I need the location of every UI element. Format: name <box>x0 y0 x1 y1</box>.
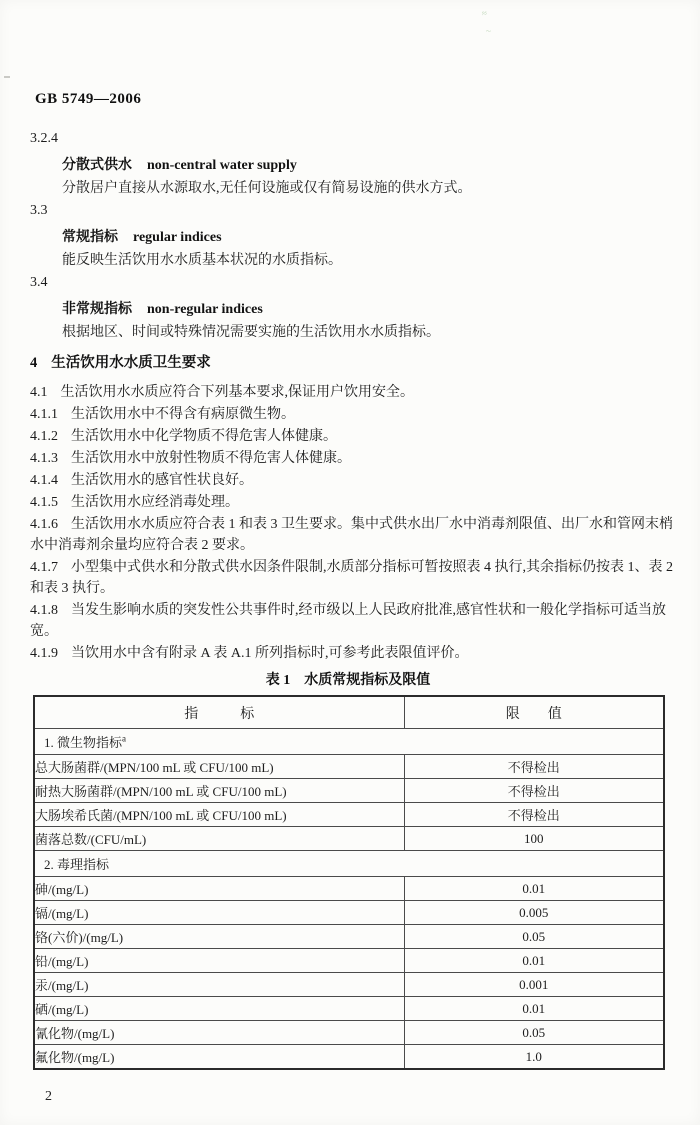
water-quality-table <box>33 695 665 1070</box>
category-label: 1. 微生物指标 <box>44 735 123 750</box>
standard-number: GB 5749—2006 <box>35 91 142 107</box>
clause-number: 4.1 <box>30 385 48 400</box>
limit-cell: 不得检出 <box>404 803 664 827</box>
table-row <box>34 1045 664 1070</box>
indicator-cell: 镉/(mg/L) <box>34 901 404 925</box>
term-definition: 根据地区、时间或特殊情况需要实施的生活饮用水水质指标。 <box>62 325 440 340</box>
limit-cell: 0.05 <box>404 925 664 949</box>
clause-text: 生活饮用水中化学物质不得危害人体健康。 <box>71 429 337 444</box>
term-heading <box>62 299 678 320</box>
table-header-row <box>34 696 664 729</box>
chapter-number: 4 <box>30 355 38 371</box>
table-row <box>34 901 664 925</box>
indicator-cell: 铬(六价)/(mg/L) <box>34 925 404 949</box>
clause-number: 4.1.5 <box>30 495 58 510</box>
clause-text: 生活饮用水水质应符合下列基本要求,保证用户饮用安全。 <box>60 385 414 400</box>
term-en: regular indices <box>133 230 222 245</box>
column-header-indicator: 指 标 <box>34 696 404 729</box>
term-zh: 非常规指标 <box>62 302 132 317</box>
clause <box>30 557 678 599</box>
term-zh: 分散式供水 <box>62 158 132 173</box>
indicator-cell: 菌落总数/(CFU/mL) <box>34 827 404 851</box>
clause <box>30 448 678 469</box>
limit-cell: 0.005 <box>404 901 664 925</box>
clause-text: 生活饮用水水质应符合表 1 和表 3 卫生要求。集中式供水出厂水中消毒剂限值、出厂水和管网末梢水中消毒剂余量均应符合表 2 要求。 <box>30 517 673 553</box>
term-en: non-central water supply <box>147 158 297 173</box>
limit-cell: 1.0 <box>404 1045 664 1070</box>
clause-text: 生活饮用水中放射性物质不得危害人体健康。 <box>71 451 351 466</box>
term-heading <box>62 227 678 248</box>
indicator-cell: 大肠埃希氏菌/(MPN/100 mL 或 CFU/100 mL) <box>34 803 404 827</box>
clause <box>30 600 678 642</box>
limit-cell: 0.01 <box>404 949 664 973</box>
category-label: 2. 毒理指标 <box>44 857 110 872</box>
scan-artifact-icon: ~ <box>485 25 492 37</box>
clause <box>30 492 678 513</box>
clause-number: 4.1.7 <box>30 560 58 575</box>
limit-cell: 0.05 <box>404 1021 664 1045</box>
clause-number: 4.1.3 <box>30 451 58 466</box>
table-row <box>34 877 664 901</box>
limit-cell: 100 <box>404 827 664 851</box>
clause-text: 生活饮用水应经消毒处理。 <box>71 495 239 510</box>
scan-artifact-icon: ≈ <box>481 7 488 19</box>
clause-number: 3.2.4 <box>30 131 58 146</box>
clause-number: 4.1.2 <box>30 429 58 444</box>
clause <box>30 643 678 664</box>
indicator-cell: 汞/(mg/L) <box>34 973 404 997</box>
clause <box>30 404 678 425</box>
page-content <box>30 128 678 664</box>
table-row <box>34 803 664 827</box>
indicator-cell: 氰化物/(mg/L) <box>34 1021 404 1045</box>
limit-cell: 不得检出 <box>404 755 664 779</box>
term-heading <box>62 155 678 176</box>
limit-cell: 0.01 <box>404 997 664 1021</box>
table-row <box>34 925 664 949</box>
table-row <box>34 755 664 779</box>
table-row <box>34 949 664 973</box>
clause-text: 生活饮用水中不得含有病原微生物。 <box>71 407 295 422</box>
limit-cell: 0.01 <box>404 877 664 901</box>
clause <box>30 514 678 556</box>
term-en: non-regular indices <box>147 302 263 317</box>
term-definition: 能反映生活饮用水水质基本状况的水质指标。 <box>62 253 342 268</box>
term-zh: 常规指标 <box>62 230 118 245</box>
chapter-title: 生活饮用水水质卫生要求 <box>51 355 211 371</box>
category-cell <box>34 729 664 755</box>
clause-text: 当发生影响水质的突发性公共事件时,经市级以上人民政府批准,感官性状和一般化学指标可适当放宽。 <box>30 603 666 639</box>
table-title: 表 1 水质常规指标及限值 <box>265 673 431 688</box>
column-header-limit: 限 值 <box>404 696 664 729</box>
clause-number: 4.1.4 <box>30 473 58 488</box>
category-cell <box>34 851 664 877</box>
clause-number: 3.3 <box>30 203 48 218</box>
indicator-cell: 氟化物/(mg/L) <box>34 1045 404 1070</box>
scan-speck-icon <box>4 76 10 78</box>
term-definition: 分散居户直接从水源取水,无任何设施或仅有简易设施的供水方式。 <box>62 181 472 196</box>
table-row <box>34 1021 664 1045</box>
clause-number: 3.4 <box>30 275 48 290</box>
chapter-heading <box>30 353 678 374</box>
clause-number: 4.1.6 <box>30 517 58 532</box>
table-row <box>34 997 664 1021</box>
footnote-marker: a <box>122 733 127 744</box>
clause-number: 4.1.9 <box>30 646 58 661</box>
indicator-cell: 铅/(mg/L) <box>34 949 404 973</box>
clause-number: 4.1.8 <box>30 603 58 618</box>
clause-text: 当饮用水中含有附录 A 表 A.1 所列指标时,可参考此表限值评价。 <box>71 646 469 661</box>
limit-cell: 不得检出 <box>404 779 664 803</box>
clause <box>30 382 678 403</box>
category-row <box>34 729 664 755</box>
indicator-cell: 硒/(mg/L) <box>34 997 404 1021</box>
indicator-cell: 总大肠菌群/(MPN/100 mL 或 CFU/100 mL) <box>34 755 404 779</box>
table-row <box>34 973 664 997</box>
clause-text: 生活饮用水的感官性状良好。 <box>71 473 253 488</box>
table-row <box>34 779 664 803</box>
limit-cell: 0.001 <box>404 973 664 997</box>
table-row <box>34 827 664 851</box>
category-row <box>34 851 664 877</box>
clause <box>30 470 678 491</box>
clause-text: 小型集中式供水和分散式供水因条件限制,水质部分指标可暂按照表 4 执行,其余指标仍按表 1、表 2 和表 3 执行。 <box>30 560 673 596</box>
indicator-cell: 耐热大肠菌群/(MPN/100 mL 或 CFU/100 mL) <box>34 779 404 803</box>
clause-number: 4.1.1 <box>30 407 58 422</box>
page-number: 2 <box>45 1089 52 1104</box>
clause <box>30 426 678 447</box>
indicator-cell: 砷/(mg/L) <box>34 877 404 901</box>
